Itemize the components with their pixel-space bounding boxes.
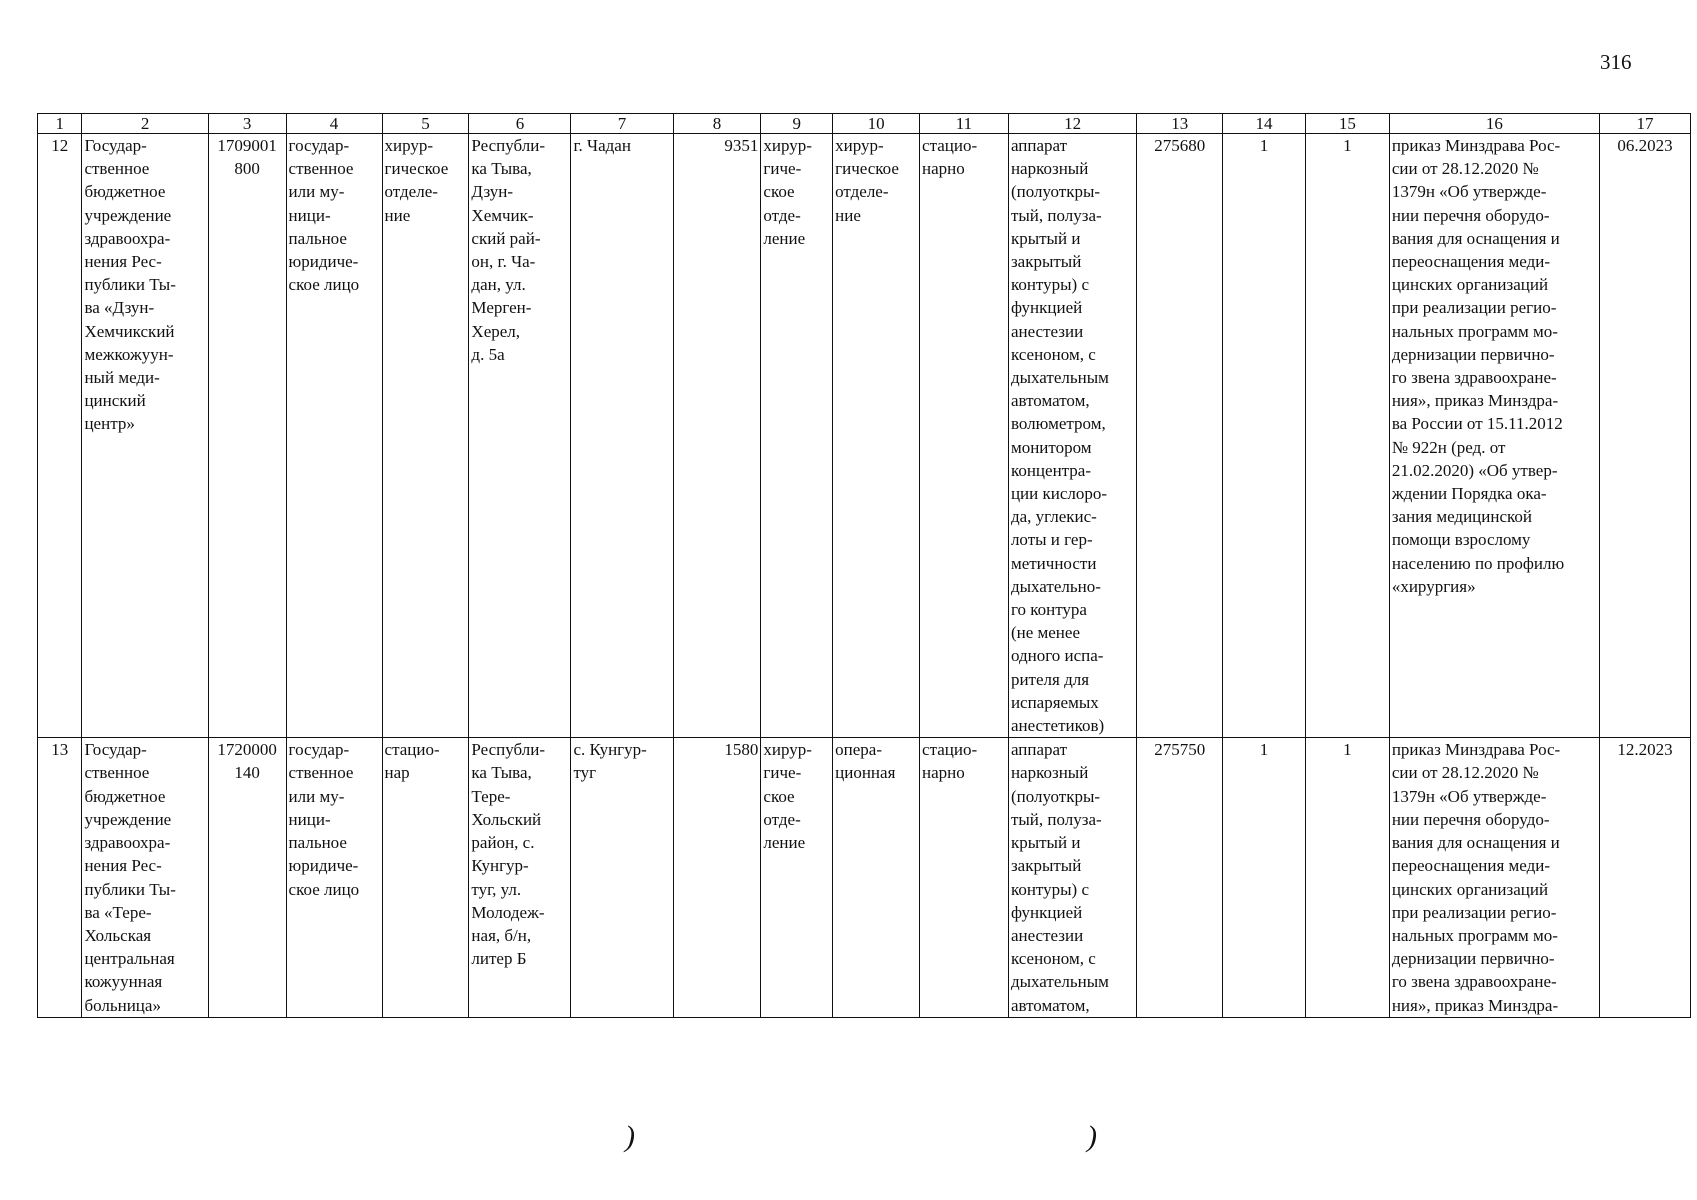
equipment-name: аппарат наркозный (полуоткры- тый, полуза- крытый и закрытый контуры) с функцией анестезии ксеноном, с дыхательным автоматом, волюметром, монитором концентра- ции кислоро- да, углекис- лоты и гер- метичности дыхательно- го контура (не менее одного испа- рителя для испаряемых анестетиков) <box>1008 134 1136 738</box>
footer-mark: ) <box>625 1120 635 1153</box>
column-header: 15 <box>1305 114 1389 134</box>
column-header: 11 <box>920 114 1009 134</box>
column-header: 1 <box>38 114 82 134</box>
legal-basis: приказ Минздрава Рос- сии от 28.12.2020 № 1379н «Об утвержде- нии перечня оборудо- вания для оснащения и переоснащения меди- цинских организаций при реализации регио- нальных программ мо- дернизации первично- го звена здравоохране- ния», приказ Минздра- ва России от 15.11.2012 № 922н (ред. от 21.02.2020) «Об утвер- ждении Порядка ока- зания медицинской помощи взрослому населению по профилю «хирургия» <box>1389 134 1599 738</box>
equipment-code: 275750 <box>1137 738 1223 1018</box>
department-type: хирур- гическое отделе- ние <box>382 134 469 738</box>
table-row <box>38 738 1691 1018</box>
legal-status: государ- ственное или му- ници- пальное юридиче- ское лицо <box>286 134 382 738</box>
quantity-required: 1 <box>1223 738 1306 1018</box>
care-conditions: стацио- нарно <box>920 738 1009 1018</box>
organization-name: Государ- ственное бюджетное учреждение здравоохра- нения Рес- публики Ты- ва «Дзун- Хемчикский межкожуун- ный меди- цинский центр» <box>82 134 208 738</box>
subunit: хирур- гическое отделе- ние <box>833 134 920 738</box>
deadline: 12.2023 <box>1599 738 1690 1018</box>
column-header: 17 <box>1599 114 1690 134</box>
legal-status: государ- ственное или му- ници- пальное юридиче- ское лицо <box>286 738 382 1018</box>
population: 1580 <box>673 738 761 1018</box>
column-header: 16 <box>1389 114 1599 134</box>
population: 9351 <box>673 134 761 738</box>
column-header: 6 <box>469 114 571 134</box>
organization-code: 1720000 140 <box>208 738 286 1018</box>
table-row <box>38 134 1691 738</box>
legal-basis: приказ Минздрава Рос- сии от 28.12.2020 № 1379н «Об утвержде- нии перечня оборудо- вания для оснащения и переоснащения меди- цинских организаций при реализации регио- нальных программ мо- дернизации первично- го звена здравоохране- ния», приказ Минздра- <box>1389 738 1599 1018</box>
page-number: 316 <box>1600 50 1632 74</box>
equipment-table <box>37 113 1691 1018</box>
unit: хирур- гиче- ское отде- ление <box>761 738 833 1018</box>
unit: хирур- гиче- ское отде- ление <box>761 134 833 738</box>
column-header: 2 <box>82 114 208 134</box>
department-type: стацио- нар <box>382 738 469 1018</box>
quantity-required: 1 <box>1223 134 1306 738</box>
address: Республи- ка Тыва, Тере- Хольский район, с. Кунгур- туг, ул. Молодеж- ная, б/н, литер Б <box>469 738 571 1018</box>
care-conditions: стацио- нарно <box>920 134 1009 738</box>
deadline: 06.2023 <box>1599 134 1690 738</box>
equipment-code: 275680 <box>1137 134 1223 738</box>
column-header: 13 <box>1137 114 1223 134</box>
row-number: 12 <box>38 134 82 738</box>
column-header: 8 <box>673 114 761 134</box>
organization-code: 1709001 800 <box>208 134 286 738</box>
column-number-row <box>38 114 1691 134</box>
column-header: 5 <box>382 114 469 134</box>
column-header: 12 <box>1008 114 1136 134</box>
column-header: 14 <box>1223 114 1306 134</box>
column-header: 7 <box>571 114 673 134</box>
footer-mark: ) <box>1087 1120 1097 1153</box>
column-header: 9 <box>761 114 833 134</box>
row-number: 13 <box>38 738 82 1018</box>
equipment-name: аппарат наркозный (полуоткры- тый, полуза- крытый и закрытый контуры) с функцией анестезии ксеноном, с дыхательным автоматом, <box>1008 738 1136 1018</box>
quantity-planned: 1 <box>1305 738 1389 1018</box>
column-header: 4 <box>286 114 382 134</box>
settlement: с. Кунгур- туг <box>571 738 673 1018</box>
quantity-planned: 1 <box>1305 134 1389 738</box>
organization-name: Государ- ственное бюджетное учреждение здравоохра- нения Рес- публики Ты- ва «Тере- Хольская центральная кожуунная больница» <box>82 738 208 1018</box>
column-header: 10 <box>833 114 920 134</box>
subunit: опера- ционная <box>833 738 920 1018</box>
settlement: г. Чадан <box>571 134 673 738</box>
address: Республи- ка Тыва, Дзун- Хемчик- ский рай- он, г. Ча- дан, ул. Мерген- Херел, д. 5а <box>469 134 571 738</box>
column-header: 3 <box>208 114 286 134</box>
